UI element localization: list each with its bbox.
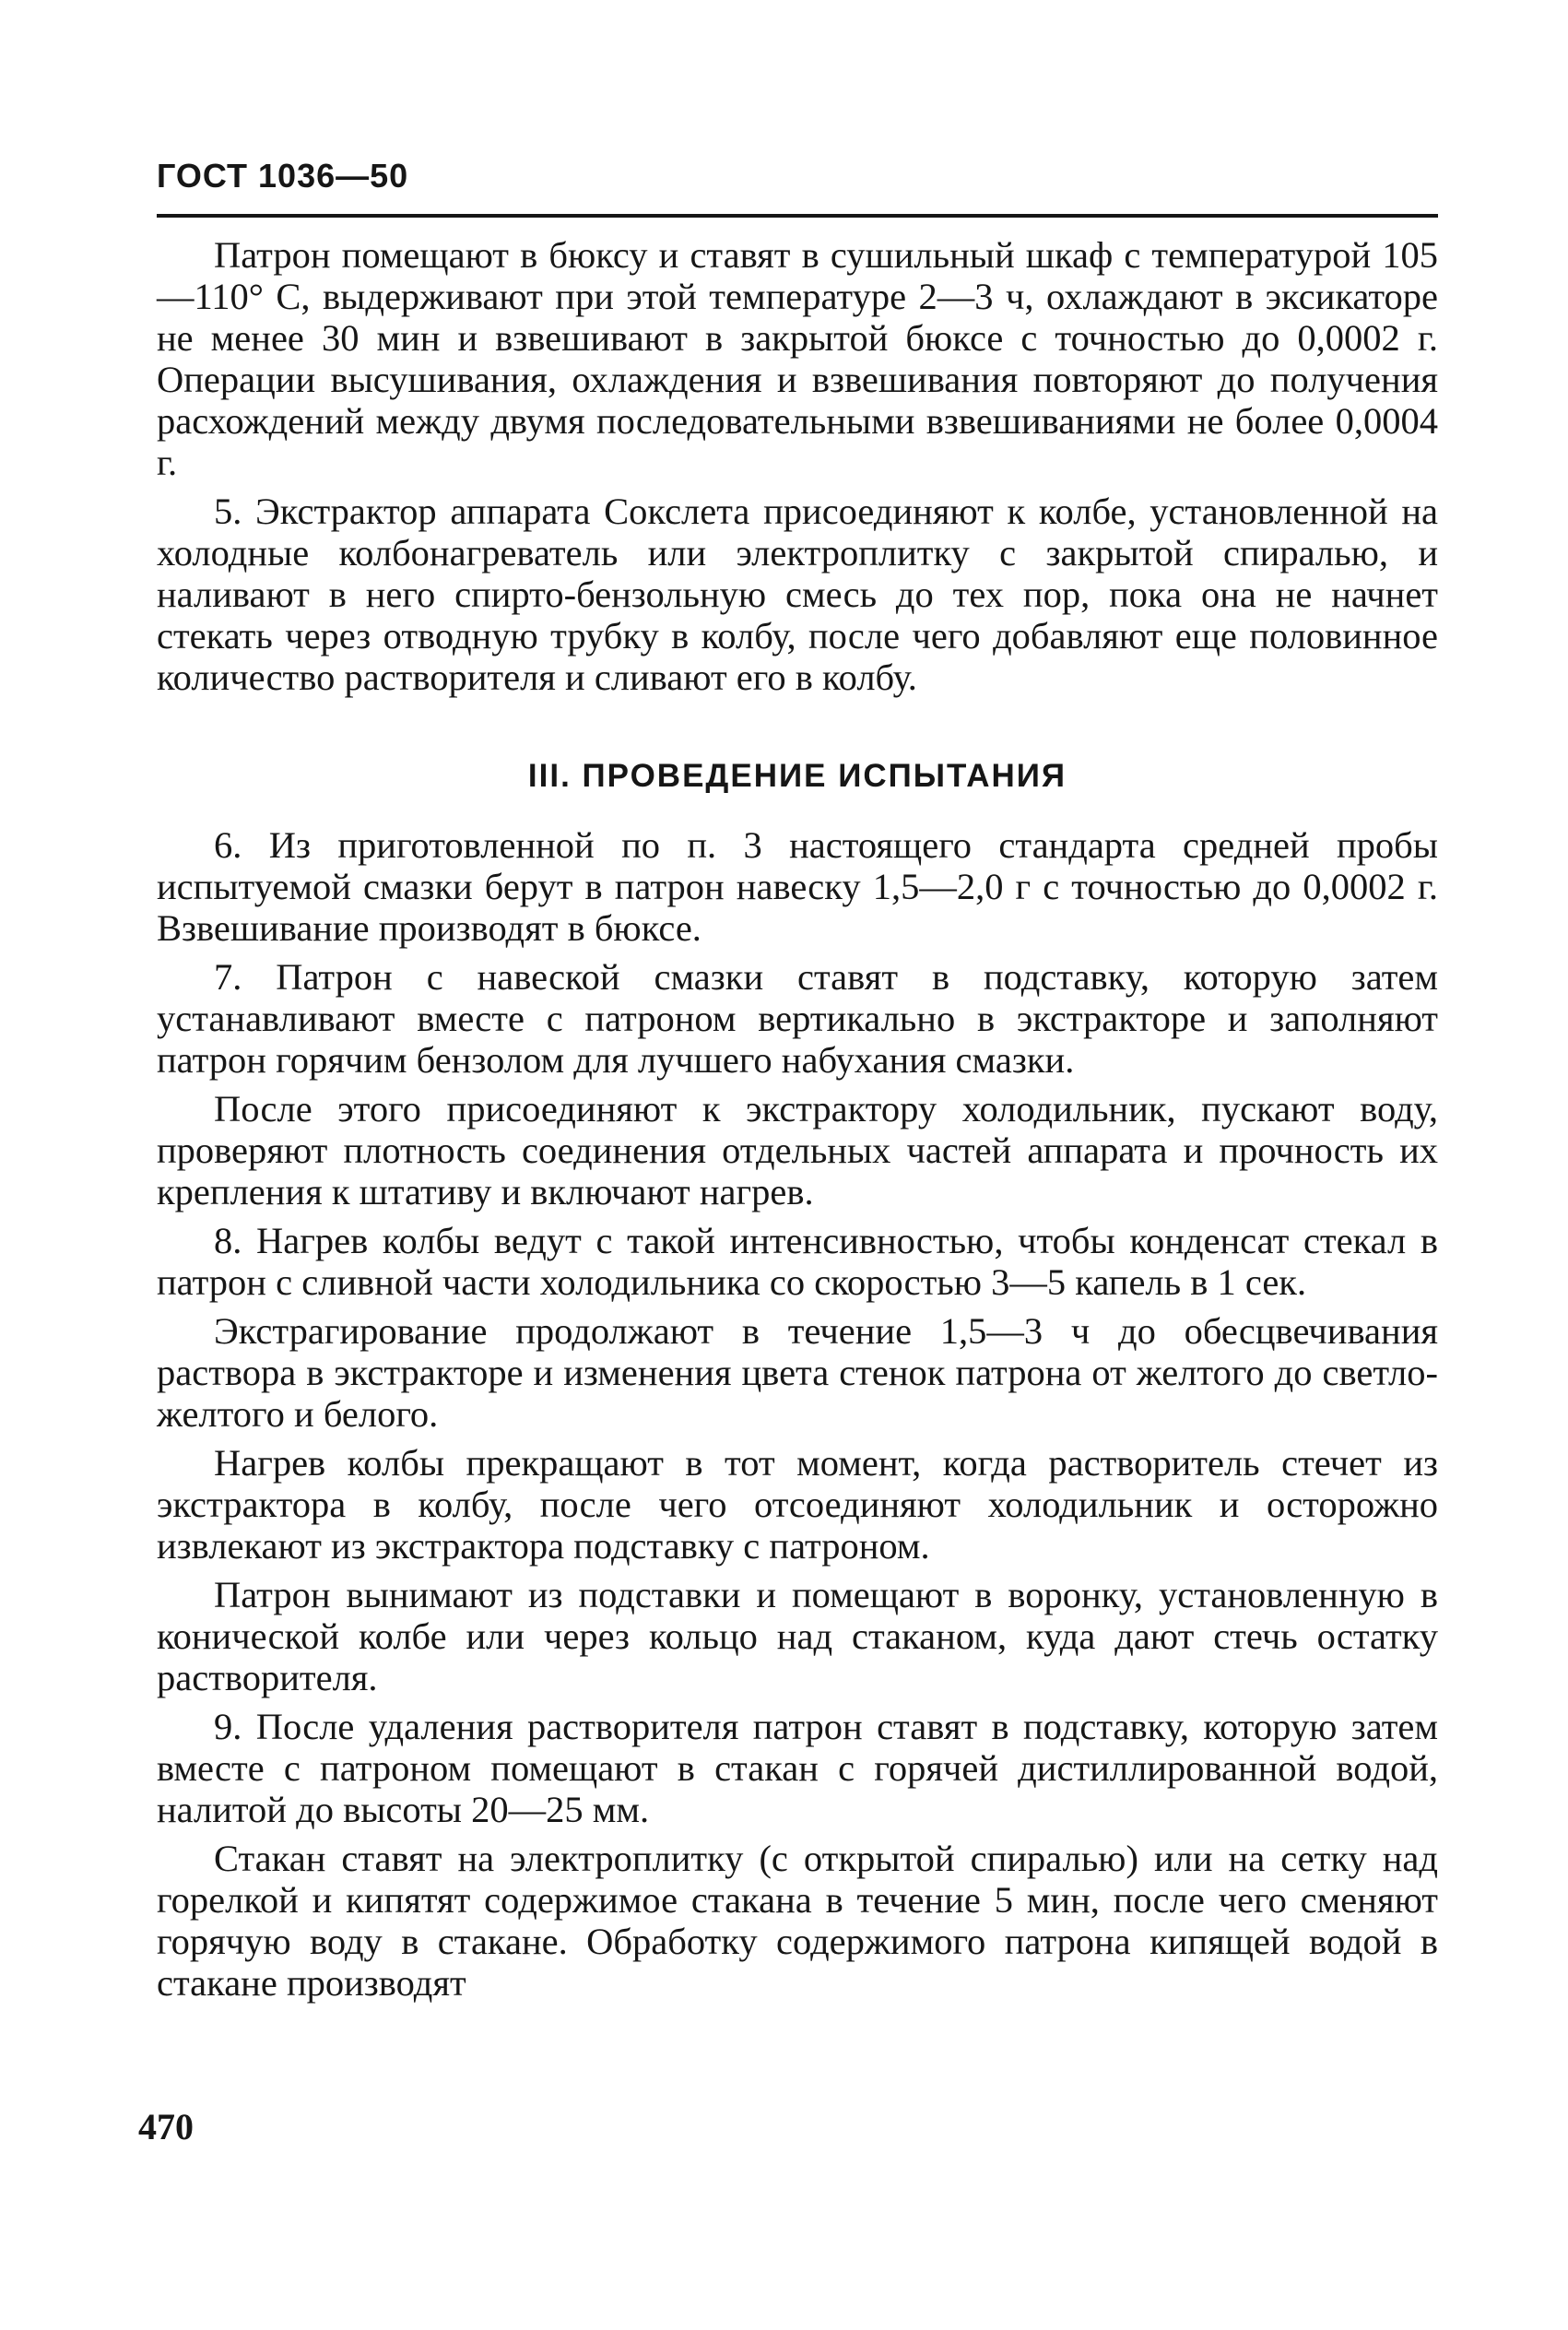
paragraph: Патрон вынимают из подставки и помещают в воронку, установленную в конической колбе или через кольцо над стаканом, куда дают стечь остатку растворителя. — [157, 1574, 1438, 1698]
paragraph-item-6: 6. Из приготовленной по п. 3 настоящего стандарта средней пробы испытуемой смазки берут в патрон навеску 1,5—2,0 г с точностью до 0,0002 г. Взвешивание производят в бюксе. — [157, 824, 1438, 949]
paragraph-item-5: 5. Экстрактор аппарата Сокслета присоединяют к колбе, установленной на холодные колбонагреватель или электроплитку с закрытой спиралью, и наливают в него спирто-бензольную смесь до тех пор, пока она не начнет стекать через отводную трубку в колбу, после чего добавляют еще половинное количество растворителя и сливают его в колбу. — [157, 491, 1438, 698]
paragraph-item-9: 9. После удаления растворителя патрон ставят в подставку, которую затем вместе с патроном помещают в стакан с горячей дистиллированной водой, налитой до высоты 20—25 мм. — [157, 1706, 1438, 1830]
paragraph-item-7: 7. Патрон с навеской смазки ставят в подставку, которую затем устанавливают вместе с патроном вертикально в экстракторе и заполняют патрон горячим бензолом для лучшего набухания смазки. — [157, 956, 1438, 1081]
paragraph-item-8: 8. Нагрев колбы ведут с такой интенсивностью, чтобы конденсат стекал в патрон с сливной части холодильника со скоростью 3—5 капель в 1 сек. — [157, 1220, 1438, 1303]
paragraph: Экстрагирование продолжают в течение 1,5—3 ч до обесцвечивания раствора в экстракторе и изменения цвета стенок патрона от желтого до светло-желтого и белого. — [157, 1310, 1438, 1435]
document-header: ГОСТ 1036—50 — [157, 157, 409, 195]
paragraph: Нагрев колбы прекращают в тот момент, когда растворитель стечет из экстрактора в колбу, после чего отсоединяют холодильник и осторожно извлекают из экстрактора подставку с патроном. — [157, 1442, 1438, 1567]
paragraph: После этого присоединяют к экстрактору холодильник, пускают воду, проверяют плотность соединения отдельных частей аппарата и прочность их крепления к штативу и включают нагрев. — [157, 1088, 1438, 1212]
document-body — [157, 234, 1438, 2004]
section-heading: III. ПРОВЕДЕНИЕ ИСПЫТАНИЯ — [527, 758, 1067, 794]
paragraph: Патрон помещают в бюксу и ставят в сушильный шкаф с температурой 105—110° С, выдерживают при этой температуре 2—3 ч, охлаждают в эксикаторе не менее 30 мин и взвешивают в закрытой бюксе с точностью до 0,0002 г. Операции высушивания, охлаждения и взвешивания повторяют до получения расхождений между двумя последовательными взвешиваниями не более 0,0004 г. — [157, 234, 1438, 483]
page-number: 470 — [138, 2106, 194, 2147]
header-rule — [157, 214, 1438, 218]
paragraph: Стакан ставят на электроплитку (с открытой спиралью) или на сетку над горелкой и кипятят содержимое стакана в течение 5 мин, после чего сменяют горячую воду в стакане. Обработку содержимого патрона кипящей водой в стакане производят — [157, 1838, 1438, 2004]
document-page — [157, 157, 1438, 2011]
